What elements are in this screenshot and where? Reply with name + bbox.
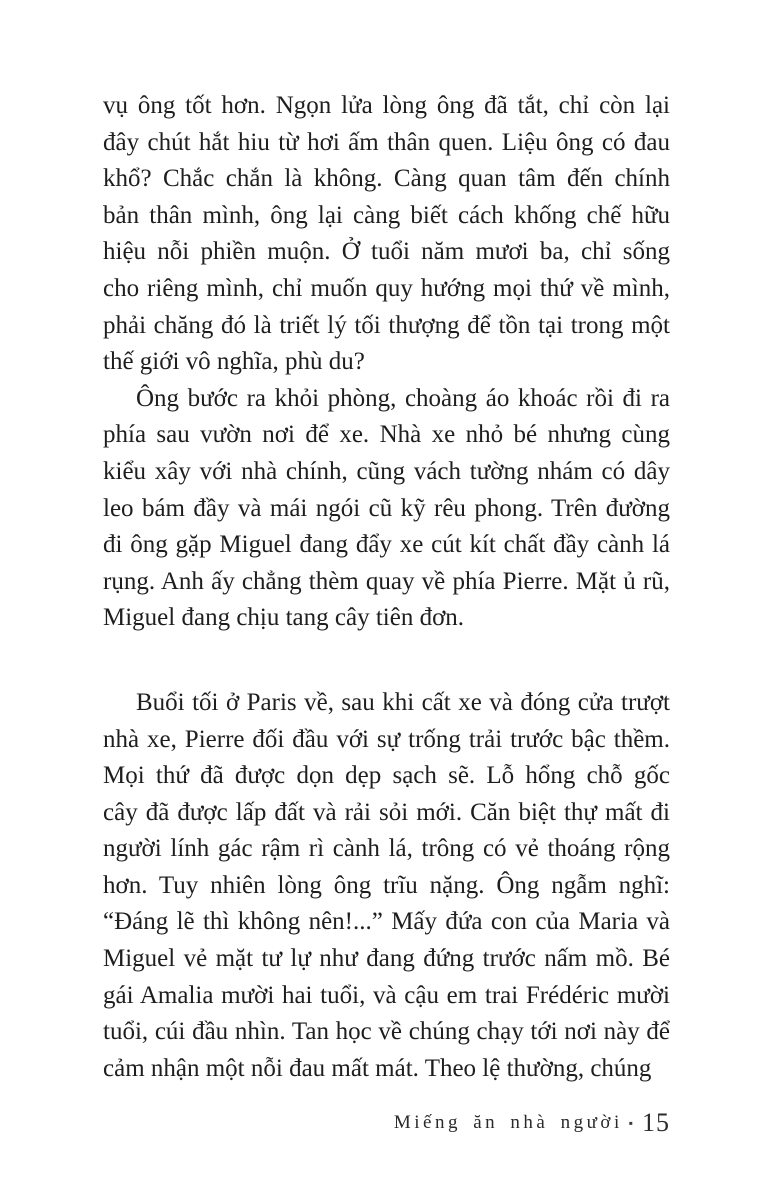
text-line: Miguel đang chịu tang cây tiên đơn.: [103, 604, 465, 632]
text-line: bản thân mình, ông lại càng biết cách khống chế hữu: [103, 201, 670, 229]
text-line: phải chăng đó là triết lý tối thượng để tồn tại trong một: [103, 311, 670, 339]
text-line: nhà xe, Pierre đối đầu với sự trống trải trước bậc thềm.: [103, 725, 670, 753]
text-line: leo bám đầy và mái ngói cũ kỹ rêu phong. Trên đường: [103, 494, 670, 522]
page-number: 15: [642, 1108, 670, 1137]
page-footer: [394, 1108, 670, 1138]
text-line: đi ông gặp Miguel đang đẩy xe cút kít chất đầy cành lá: [103, 531, 670, 559]
text-line: “Đáng lẽ thì không nên!...” Mấy đứa con của Maria và: [103, 908, 670, 936]
text-line: gái Amalia mười hai tuổi, và cậu em trai Frédéric mười: [103, 981, 670, 1009]
running-title: Miếng ăn nhà người: [393, 1112, 623, 1133]
paragraph-2: [103, 381, 670, 637]
text-line: cảm nhận một nỗi đau mất mát. Theo lệ thường, chúng: [103, 1054, 652, 1082]
text-line: Mọi thứ đã được dọn dẹp sạch sẽ. Lỗ hổng chỗ gốc: [103, 762, 670, 790]
text-line: tuổi, cúi đầu nhìn. Tan học về chúng chạy tới nơi này để: [103, 1018, 670, 1046]
text-line: Miguel vẻ mặt tư lự như đang đứng trước nấm mồ. Bé: [103, 945, 670, 973]
text-line: người lính gác rậm rì cành lá, trông có vẻ thoáng rộng: [103, 835, 670, 863]
footer-separator-icon: ▪: [628, 1115, 633, 1130]
text-line: khổ? Chắc chắn là không. Càng quan tâm đến chính: [103, 165, 670, 193]
text-line: hiệu nỗi phiền muộn. Ở tuổi năm mươi ba, chỉ sống: [103, 238, 670, 266]
paragraph-1: [103, 88, 670, 381]
text-line: Ông bước ra khỏi phòng, choàng áo khoác rồi đi ra: [136, 384, 670, 412]
text-line: thế giới vô nghĩa, phù du?: [103, 348, 365, 376]
text-line: cho riêng mình, chỉ muốn quy hướng mọi thứ về mình,: [103, 274, 670, 302]
text-line: đây chút hắt hiu từ hơi ấm thân quen. Liệu ông có đau: [103, 128, 670, 156]
text-line: cây đã được lấp đất và rải sỏi mới. Căn biệt thự mất đi: [103, 798, 670, 826]
body-text: [103, 88, 670, 1087]
text-line: Buổi tối ở Paris về, sau khi cất xe và đóng cửa trượt: [136, 688, 670, 716]
text-line: kiểu xây với nhà chính, cũng vách tường nhám có dây: [103, 457, 670, 485]
paragraph-3: [103, 685, 670, 1088]
text-line: rụng. Anh ấy chẳng thèm quay về phía Pierre. Mặt ủ rũ,: [103, 567, 670, 595]
text-line: vụ ông tốt hơn. Ngọn lửa lòng ông đã tắt, chỉ còn lại: [103, 92, 670, 119]
text-line: hơn. Tuy nhiên lòng ông trĩu nặng. Ông ngẫm nghĩ:: [103, 871, 670, 899]
text-line: phía sau vườn nơi để xe. Nhà xe nhỏ bé nhưng cùng: [103, 421, 670, 449]
